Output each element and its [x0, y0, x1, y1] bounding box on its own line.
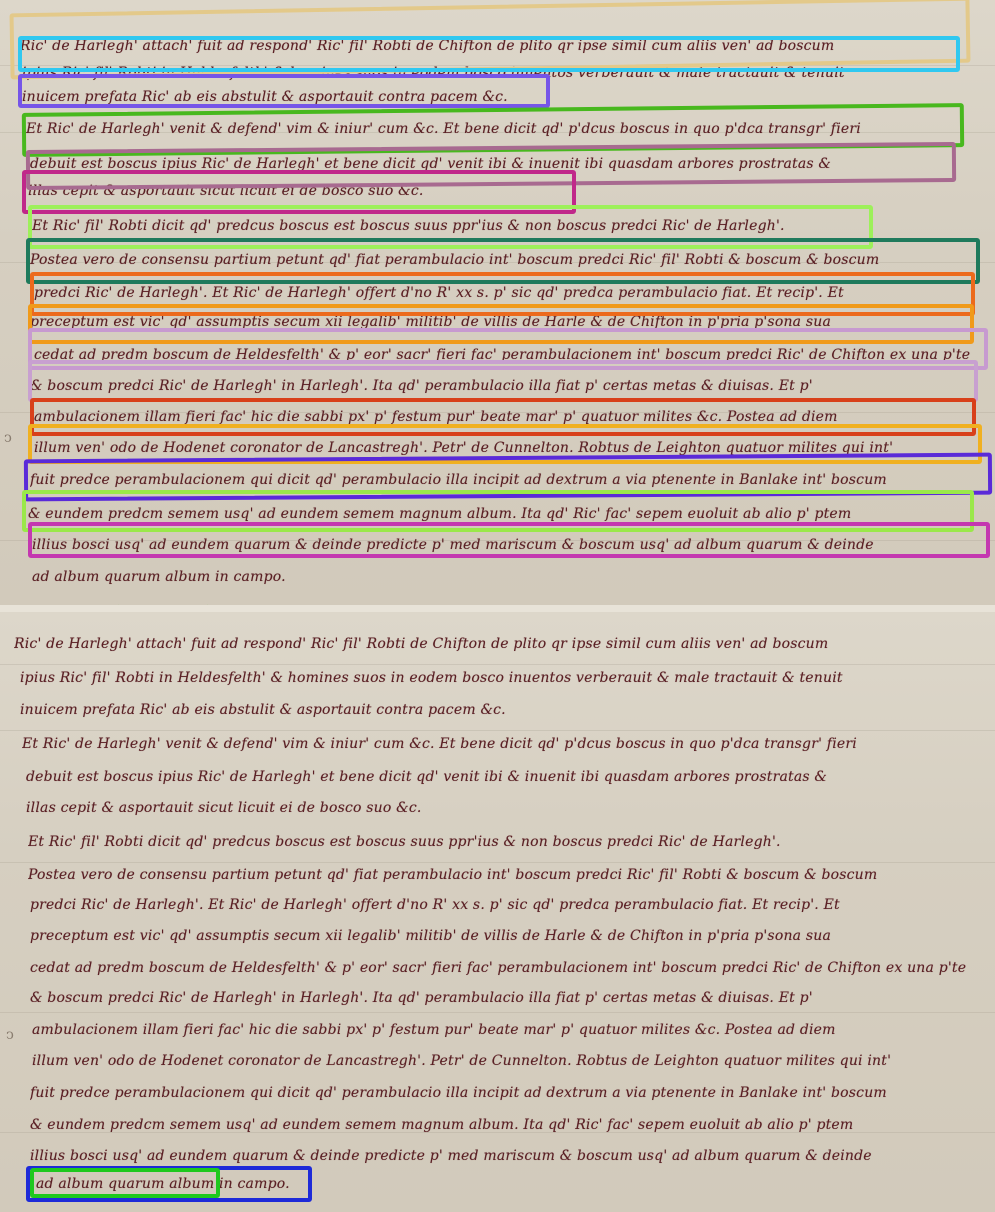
text-line-5: debuit est boscus ipius Ric' de Harlegh' et bene dicit qd' venit ibi & inuenit ibi quasdam arbores prostratas & [26, 769, 828, 785]
text-line-8: Postea vero de consensu partium petunt qd' fiat perambulacio int' boscum predci Ric' fil' Robti & boscum & boscum [28, 867, 878, 883]
annotation-box-line-17 [28, 522, 990, 558]
text-line-9: predci Ric' de Harlegh'. Et Ric' de Harlegh' offert d'no R' xx s. p' sic qd' predca perambulacio fiat. Et recip'. Et [30, 897, 840, 913]
text-line-16: & eundem predcm semem usq' ad eundem semem magnum album. Ita qd' Ric' fac' sepem euoluit ab alio p' ptem [28, 506, 852, 522]
margin-mark: ↄ [6, 1027, 14, 1043]
text-line-7: Et Ric' fil' Robti dicit qd' predcus boscus est boscus suus ppr'ius & non boscus predci Ric' de Harlegh'. [28, 834, 781, 850]
annotation-box-line-2 [18, 36, 960, 72]
text-line-2: ipius Ric' fil' Robti in Heldesfelth' & homines suos in eodem bosco inuentos verberauit & male tractauit & tenuit [20, 670, 843, 686]
text-line-6: illas cepit & asportauit sicut licuit ei de bosco suo &c. [28, 183, 424, 199]
text-line-9: predci Ric' de Harlegh'. Et Ric' de Harlegh' offert d'no R' xx s. p' sic qd' predca perambulacio fiat. Et recip'. Et [34, 285, 844, 301]
annotated-manuscript-panel [0, 0, 995, 605]
text-line-15: fuit predce perambulacionem qui dicit qd' perambulacio illa incipit ad dextrum a via ptenente in Banlake int' boscum [30, 472, 887, 488]
text-line-16: & eundem predcm semem usq' ad eundem semem magnum album. Ita qd' Ric' fac' sepem euoluit ab alio p' ptem [30, 1117, 854, 1133]
text-line-11: cedat ad predm boscum de Heldesfelth' & p' eor' sacr' fieri fac' perambulacionem int' boscum predci Ric' de Chifton ex una p'te [30, 960, 967, 976]
text-line-1: Ric' de Harlegh' attach' fuit ad respond' Ric' fil' Robti de Chifton de plito qr ipse simil cum aliis ven' ad boscum [14, 636, 829, 652]
text-line-18: ad album quarum album in campo. [36, 1176, 290, 1192]
text-line-15: fuit predce perambulacionem qui dicit qd' perambulacio illa incipit ad dextrum a via ptenente in Banlake int' boscum [30, 1085, 887, 1101]
text-line-4: Et Ric' de Harlegh' venit & defend' vim & iniur' cum &c. Et bene dicit qd' p'dcus boscus in quo p'dca transgr' fieri [22, 736, 857, 752]
annotation-box-line-12 [28, 360, 978, 402]
text-line-10: preceptum est vic' qd' assumptis secum xii legalib' militib' de villis de Harle & de Chifton in p'pria p'sona sua [30, 928, 832, 944]
text-line-2: ipius Ric' fil' Robti in Heldesfelth' & homines suos in eodem bosco inuentos verberauit & male tractauit & tenuit [22, 65, 845, 81]
text-line-6: illas cepit & asportauit sicut licuit ei de bosco suo &c. [26, 800, 422, 816]
text-line-11: cedat ad predm boscum de Heldesfelth' & p' eor' sacr' fieri fac' perambulacionem int' boscum predci Ric' de Chifton ex una p'te [34, 347, 971, 363]
annotation-box-line-3 [18, 74, 550, 108]
plain-manuscript-panel [0, 612, 995, 1212]
text-line-12: & boscum predci Ric' de Harlegh' in Harlegh'. Ita qd' perambulacio illa fiat p' certas metas & diuisas. Et p' [30, 990, 813, 1006]
text-line-1: Ric' de Harlegh' attach' fuit ad respond' Ric' fil' Robti de Chifton de plito qr ipse simil cum aliis ven' ad boscum [20, 38, 835, 54]
panel-divider [0, 605, 995, 612]
text-line-5: debuit est boscus ipius Ric' de Harlegh' et bene dicit qd' venit ibi & inuenit ibi quasdam arbores prostratas & [30, 156, 832, 172]
text-line-10: preceptum est vic' qd' assumptis secum xii legalib' militib' de villis de Harle & de Chifton in p'pria p'sona sua [30, 314, 832, 330]
text-line-13: ambulacionem illam fieri fac' hic die sabbi px' p' festum pur' beate mar' p' quatuor milites &c. Postea ad diem [34, 409, 838, 425]
text-line-14: illum ven' odo de Hodenet coronator de Lancastregh'. Petr' de Cunnelton. Robtus de Leighton quatuor milites qui int' [34, 440, 894, 456]
text-line-14: illum ven' odo de Hodenet coronator de Lancastregh'. Petr' de Cunnelton. Robtus de Leighton quatuor milites qui int' [32, 1053, 892, 1069]
text-line-18: ad album quarum album in campo. [32, 569, 286, 585]
text-line-12: & boscum predci Ric' de Harlegh' in Harlegh'. Ita qd' perambulacio illa fiat p' certas metas & diuisas. Et p' [30, 378, 813, 394]
text-line-7: Et Ric' fil' Robti dicit qd' predcus boscus est boscus suus ppr'ius & non boscus predci Ric' de Harlegh'. [32, 218, 785, 234]
text-line-17: illius bosci usq' ad eundem quarum & deinde predicte p' med mariscum & boscum usq' ad album quarum & deinde [32, 537, 874, 553]
margin-mark: ↄ [4, 430, 12, 446]
text-line-3: inuicem prefata Ric' ab eis abstulit & asportauit contra pacem &c. [22, 89, 508, 105]
text-line-17: illius bosci usq' ad eundem quarum & deinde predicte p' med mariscum & boscum usq' ad album quarum & deinde [30, 1148, 872, 1164]
text-line-3: inuicem prefata Ric' ab eis abstulit & asportauit contra pacem &c. [20, 702, 506, 718]
text-line-13: ambulacionem illam fieri fac' hic die sabbi px' p' festum pur' beate mar' p' quatuor milites &c. Postea ad diem [32, 1022, 836, 1038]
text-line-4: Et Ric' de Harlegh' venit & defend' vim & iniur' cum &c. Et bene dicit qd' p'dcus boscus in quo p'dca transgr' fieri [26, 121, 861, 137]
annotation-box-last-line-partial [30, 1168, 220, 1198]
text-line-8: Postea vero de consensu partium petunt qd' fiat perambulacio int' boscum predci Ric' fil' Robti & boscum & boscum [30, 252, 880, 268]
